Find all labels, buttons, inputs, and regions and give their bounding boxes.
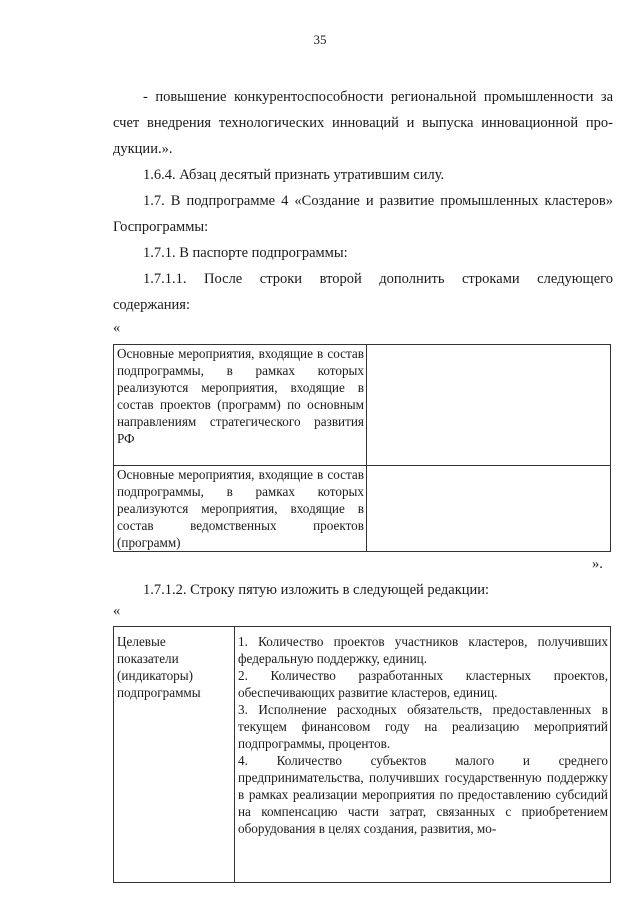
indicator-item: 3. Исполнение расходных обязательств, предоставленных в текущем финансовом году на реализацию мероприятий подпрограммы, процентов. — [238, 702, 608, 751]
table-row — [114, 345, 611, 466]
paragraph-1-7-1: 1.7.1. В паспорте подпрограммы: — [143, 245, 348, 261]
paragraph-line: счет внедрения технологических инноваций и выпуска инновационной про- — [113, 115, 613, 131]
table-row — [114, 466, 611, 552]
table-cell-label: Основные мероприятия, входящие в состав подпрограммы, в рамках которых реализуются мероприятия, входящие в состав ведомственных проектов (программ) — [114, 466, 367, 552]
passport-table-added-rows — [113, 344, 611, 552]
paragraph-line: дукции.». — [113, 141, 173, 157]
table-cell-value — [367, 345, 611, 466]
paragraph-1-7-line: 1.7. В подпрограмме 4 «Создание и развитие промышленных кластеров» — [143, 193, 613, 209]
page-number: 35 — [313, 32, 327, 47]
opening-quote: « — [113, 320, 121, 336]
table-cell-label: Основные мероприятия, входящие в состав подпрограммы, в рамках которых реализуются мероприятия, входящие в состав проектов (программ) по основным направлениям стратегического развития РФ — [114, 345, 367, 466]
table-cell-label: Целевые показатели (индикаторы) подпрограммы — [114, 627, 235, 883]
table-cell-indicators — [235, 627, 611, 883]
paragraph-1-7-1-1-line: содержания: — [113, 297, 191, 313]
table-row — [114, 627, 611, 883]
paragraph-1-7-1-2: 1.7.1.2. Строку пятую изложить в следующей редакции: — [143, 582, 490, 598]
paragraph-1-7-line: Госпрограммы: — [113, 219, 209, 235]
indicator-item: 4. Количество субъектов малого и среднего предпринимательства, получивших государственную поддержку в рамках реализации мероприятия по предоставлению субсидий на компенсацию части затрат, связанных с приобретением оборудования в целях создания, развития, мо- — [238, 753, 608, 836]
paragraph-1-7-1-1-line: 1.7.1.1. После строки второй дополнить строками следующего — [143, 271, 613, 287]
indicator-item: 1. Количество проектов участников кластеров, получивших федеральную поддержку, единиц. — [238, 634, 608, 666]
indicator-item: 2. Количество разработанных кластерных проектов, обеспечивающих развитие кластеров, единиц. — [238, 668, 608, 700]
paragraph-1-6-4: 1.6.4. Абзац десятый признать утратившим силу. — [143, 167, 445, 183]
closing-quote: ». — [592, 556, 603, 572]
paragraph-line: - повышение конкурентоспособности региональной промышленности за — [143, 89, 613, 105]
table-cell-value — [367, 466, 611, 552]
target-indicators-table — [113, 626, 611, 883]
opening-quote: « — [113, 603, 121, 619]
